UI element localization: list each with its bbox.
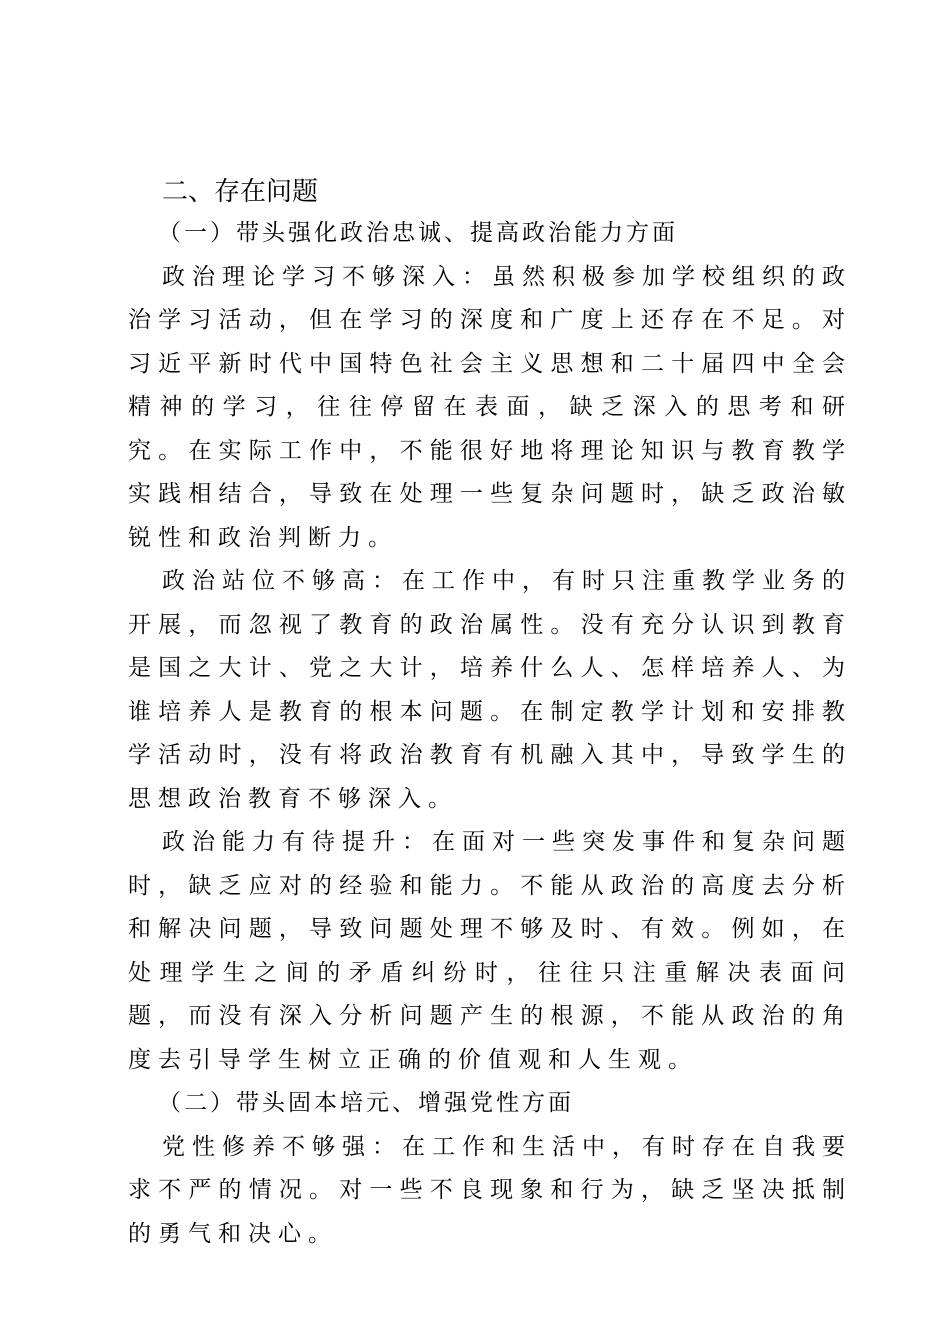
paragraph-party-spirit: 党性修养不够强：在工作和生活中，有时存在自我要求不严的情况。对一些不良现象和行为，缺乏坚决抵制的勇气和决心。: [128, 1133, 852, 1247]
paragraph-political-ability: 政治能力有待提升：在面对一些突发事件和复杂问题时，缺乏应对的经验和能力。不能从政治的高度去分析和解决问题，导致问题处理不够及时、有效。例如，在处理学生之间的矛盾纠纷时，往往只注重解决表面问题，而没有深入分析问题产生的根源，不能从政治的角度去引导学生树立正确的价值观和人生观。: [128, 829, 852, 1073]
paragraph-political-theory-study: 政治理论学习不够深入：虽然积极参加学校组织的政治学习活动，但在学习的深度和广度上还存在不足。对习近平新时代中国特色社会主义思想和二十届四中全会精神的学习，往往停留在表面，缺乏深入的思考和研究。在实际工作中，不能很好地将理论知识与教育教学实践相结合，导致在处理一些复杂问题时，缺乏政治敏锐性和政治判断力。: [128, 263, 852, 551]
subsection-title: （一）带头强化政治忠诚、提高政治能力方面: [158, 220, 678, 246]
document-page: [128, 172, 852, 1256]
subsection-2: [128, 1082, 852, 1256]
subsection-1: [128, 212, 852, 1082]
paragraph-political-stance: 政治站位不够高：在工作中，有时只注重教学业务的开展，而忽视了教育的政治属性。没有充分认识到教育是国之大计、党之大计，培养什么人、怎样培养人、为谁培养人是教育的根本问题。在制定教学计划和安排教学活动时，没有将政治教育有机融入其中，导致学生的思想政治教育不够深入。: [128, 568, 852, 812]
section-heading: 二、存在问题: [162, 177, 319, 207]
subsection-title: （二）带头固本培元、增强党性方面: [158, 1090, 574, 1116]
